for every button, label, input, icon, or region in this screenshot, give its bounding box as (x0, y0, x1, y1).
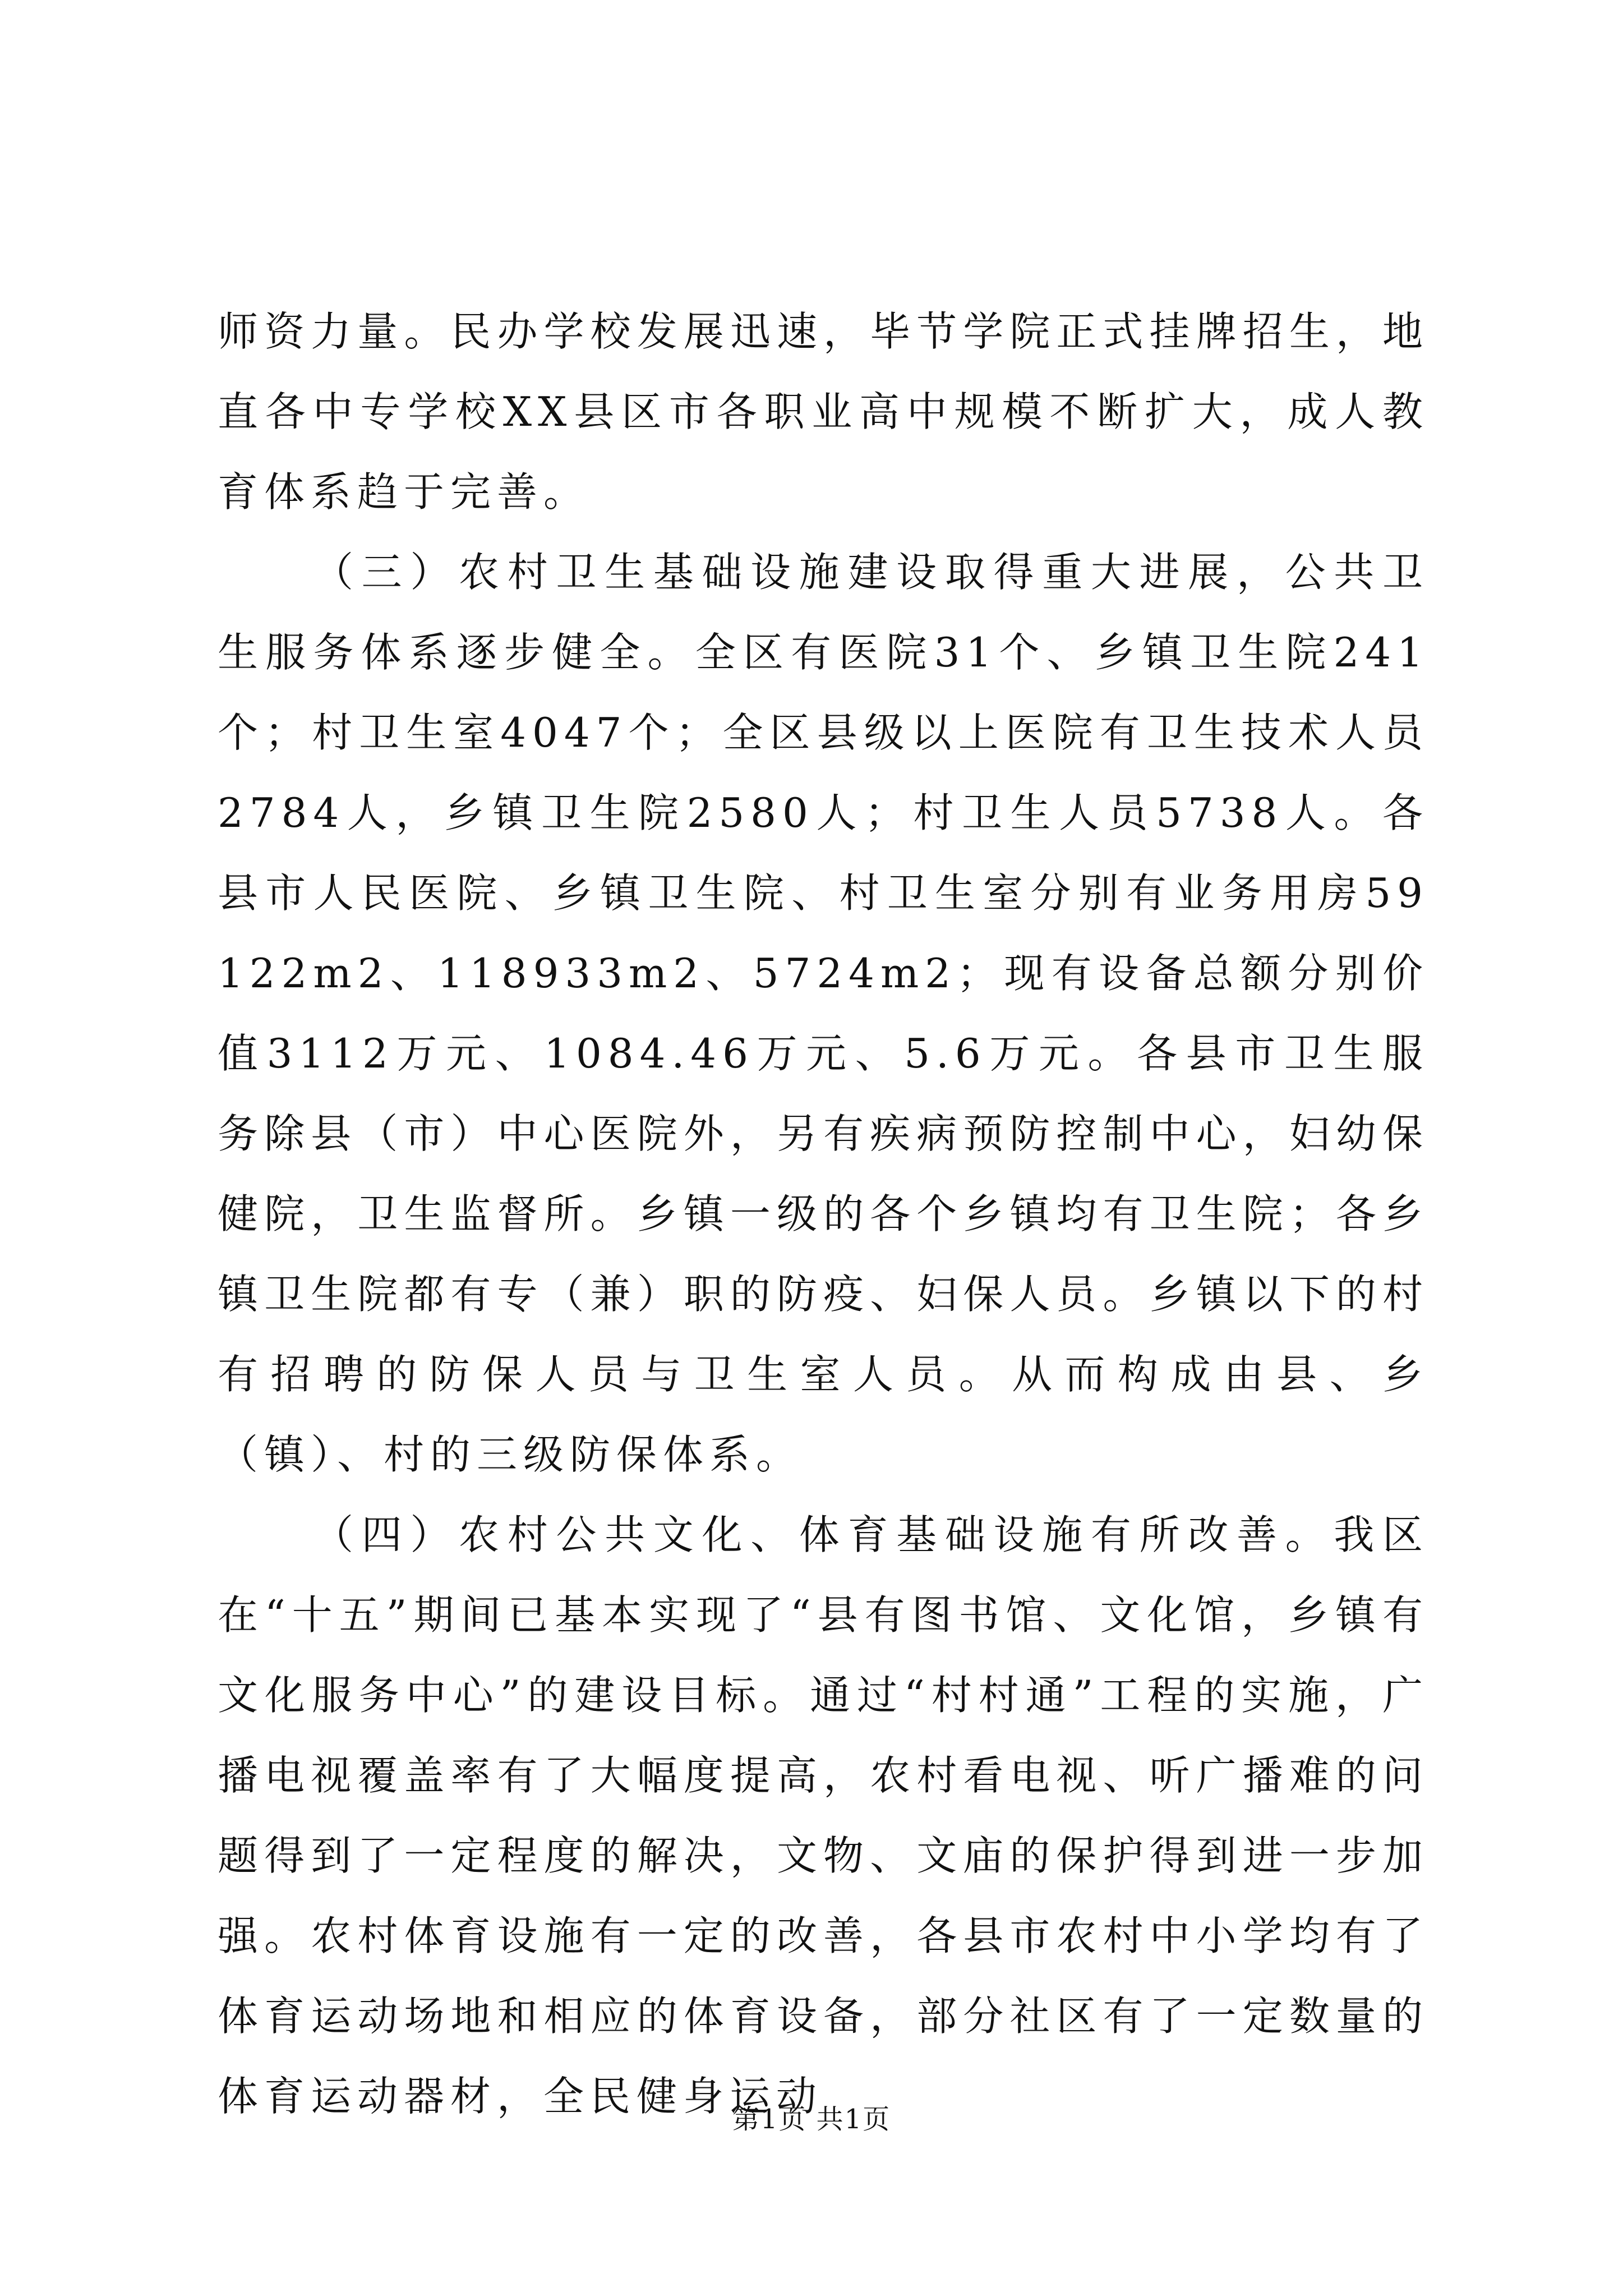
paragraph-education: 师资力量。民办学校发展迅速，毕节学院正式挂牌招生，地直各中专学校XX县区市各职业高中规模不断扩大，成人教育体系趋于完善。 (218, 308, 1429, 516)
document-body (218, 292, 1429, 2137)
paragraph-health-infrastructure: （三）农村卫生基础设施建设取得重大进展，公共卫生服务体系逐步健全。全区有医院31个、乡镇卫生院241个；村卫生室4047个；全区县级以上医院有卫生技术人员2784人，乡镇卫生院2580人；村卫生人员5738人。各县市人民医院、乡镇卫生院、村卫生室分别有业务用房59122m2、118933m2、5724m2；现有设备总额分别价值3112万元、1084.46万元、5.6万元。各县市卫生服务除县（市）中心医院外，另有疾病预防控制中心，妇幼保健院，卫生监督所。乡镇一级的各个乡镇均有卫生院；各乡镇卫生院都有专（兼）职的防疫、妇保人员。乡镇以下的村有招聘的防保人员与卫生室人员。从而构成由县、乡（镇）、村的三级防保体系。 (218, 549, 1429, 1478)
paragraph-culture-sports: （四）农村公共文化、体育基础设施有所改善。我区在“十五”期间已基本实现了“县有图书馆、文化馆，乡镇有文化服务中心”的建设目标。通过“村村通”工程的实施，广播电视覆盖率有了大幅度提高，农村看电视、听广播难的问题得到了一定程度的解决，文物、文庙的保护得到进一步加强。农村体育设施有一定的改善，各县市农村中小学均有了体育运动场地和相应的体育设备，部分社区有了一定数量的体育运动器材，全民健身运动 (218, 1511, 1429, 2120)
page-footer (0, 2102, 1623, 2136)
page-number-label: 第1页 共1页 (732, 2104, 891, 2135)
